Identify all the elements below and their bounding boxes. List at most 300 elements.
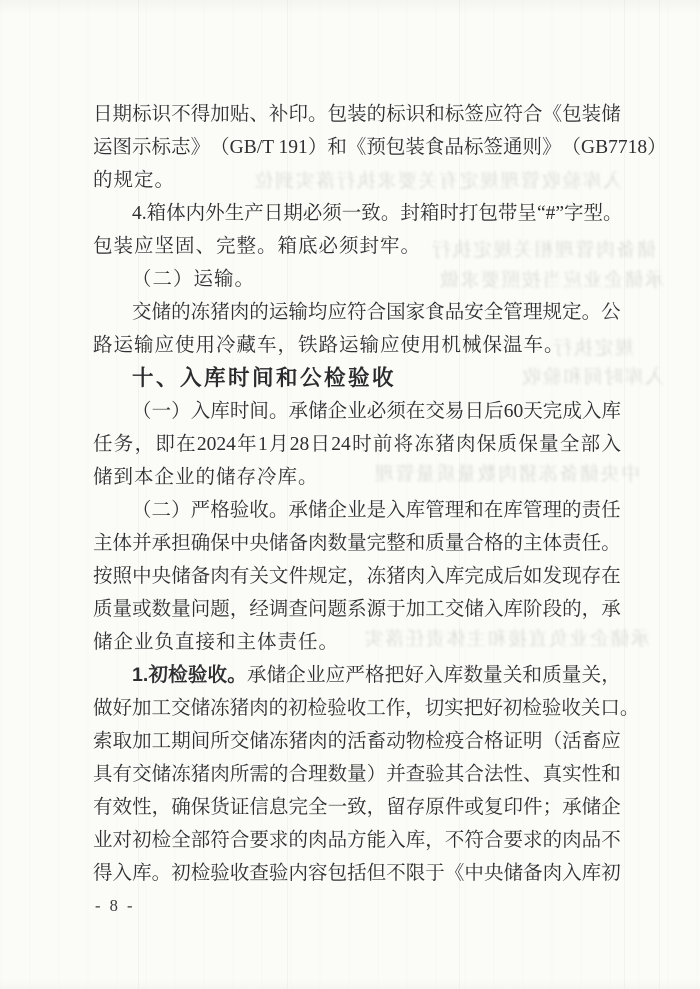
text-run: 问 — [308, 599, 328, 620]
text-run: 理 — [444, 500, 465, 521]
text-run: 须 — [322, 203, 342, 224]
text-run: 其 — [444, 764, 465, 785]
text-run: 入 — [581, 401, 602, 422]
text-run: 储 — [266, 665, 287, 686]
text-run: 肉 — [308, 533, 328, 554]
text-run: 十、入库时间和公检验收 — [132, 366, 397, 390]
text-run: 央 — [483, 863, 504, 884]
text-run: 时 — [352, 434, 372, 455]
text-run: 验 — [268, 863, 289, 884]
text-run: 题 — [210, 599, 230, 620]
text-run: GB/T 191 — [229, 137, 308, 158]
text-line — [93, 164, 621, 197]
text-run: 冻 — [171, 764, 191, 785]
text-run: 取 — [112, 731, 133, 752]
text-run: 库 — [601, 401, 621, 422]
text-run: 包 — [478, 203, 498, 224]
text-run: 1. — [132, 664, 149, 686]
text-run: 疫 — [444, 731, 465, 752]
text-run: 。 — [581, 302, 602, 323]
text-run: 。 — [308, 104, 328, 125]
text-run: 证 — [229, 797, 250, 818]
text-run: 做 — [93, 698, 113, 719]
text-run: （ — [132, 401, 152, 422]
text-run: 留 — [386, 797, 406, 818]
text-run: 数 — [151, 599, 172, 620]
text-run: 须 — [386, 401, 406, 422]
text-run: ， — [347, 566, 367, 587]
text-run: 库 — [581, 863, 602, 884]
text-run: 并 — [386, 764, 406, 785]
text-run: 在 — [405, 401, 426, 422]
text-run: 期 — [171, 731, 191, 752]
text-run: 储 — [307, 500, 328, 521]
text-run: ， — [581, 599, 602, 620]
text-line — [93, 494, 621, 527]
text-run: 加 — [132, 698, 152, 719]
bleed-through-text: 入库验收管理规定有关要求执行落实到位 — [252, 171, 622, 192]
text-run: 间 — [190, 731, 211, 752]
text-run: 把 — [463, 698, 484, 719]
text-run: 保 — [190, 797, 211, 818]
text-run: 承 — [151, 533, 172, 554]
text-run: 装 — [581, 104, 602, 125]
text-run: 实 — [444, 698, 464, 719]
text-run: 包装应坚固、完整。箱底必须封牢。 — [93, 236, 422, 257]
text-run: 标 — [463, 137, 484, 158]
text-run: 应 — [327, 302, 347, 323]
text-run: 阶 — [523, 599, 543, 620]
text-line — [93, 131, 667, 164]
text-run: 活 — [347, 731, 367, 752]
text-run: （ — [132, 500, 152, 521]
text-run: 存 — [405, 797, 426, 818]
text-run: 后 — [503, 566, 523, 587]
text-run: 规 — [542, 302, 562, 323]
text-run: 源 — [366, 599, 387, 620]
text-run: 格 — [365, 665, 385, 686]
text-run: 性 — [503, 764, 523, 785]
text-run: 求 — [523, 830, 543, 851]
text-run: 严 — [345, 665, 365, 686]
text-run: 定 — [327, 566, 348, 587]
text-run: 一 — [151, 401, 172, 422]
text-run: 调 — [268, 599, 289, 620]
text-run: 符 — [464, 830, 484, 851]
text-run: 管 — [503, 302, 523, 323]
text-run: 图 — [112, 137, 133, 158]
text-run: 食 — [424, 137, 445, 158]
text-run: 交 — [444, 599, 465, 620]
text-run: 和 — [601, 764, 621, 785]
text-run: 于 — [386, 599, 406, 620]
text-run: 肉 — [308, 830, 328, 851]
text-run: 关 — [581, 665, 602, 686]
text-run: 容 — [308, 863, 328, 884]
text-run: ， — [134, 434, 155, 455]
text-run: 理 — [542, 500, 562, 521]
text-line — [93, 395, 621, 428]
text-run: 致 — [347, 797, 367, 818]
text-run: ， — [405, 698, 425, 719]
text-run: ； — [542, 797, 563, 818]
text-run: 内 — [185, 203, 206, 224]
text-run: 件 — [523, 797, 543, 818]
text-run: 承 — [246, 665, 267, 686]
text-run: 储到本企业的储存冷库。 — [93, 467, 319, 488]
text-run: 企 — [286, 665, 306, 686]
text-run: ） — [171, 401, 191, 422]
text-run: 成 — [483, 566, 504, 587]
text-run: 的 — [562, 500, 582, 521]
text-run: 央 — [151, 566, 172, 587]
text-run: 《 — [542, 104, 563, 125]
text-run: 箱 — [146, 203, 167, 224]
text-run: 但 — [366, 863, 387, 884]
text-run: 承 — [288, 500, 308, 521]
text-run: 题 — [327, 599, 348, 620]
text-run: 不 — [386, 863, 406, 884]
text-run: 应 — [325, 665, 346, 686]
text-run: 猪 — [435, 434, 455, 455]
text-run: ， — [366, 797, 387, 818]
text-run: 现 — [562, 566, 582, 587]
text-run: 储 — [601, 104, 621, 125]
text-run: （ — [210, 137, 230, 158]
text-run: 保 — [210, 533, 230, 554]
text-line — [93, 725, 621, 758]
text-run: 封 — [400, 203, 420, 224]
text-run: 检 — [425, 731, 445, 752]
text-line — [93, 461, 621, 494]
text-run: 好 — [483, 698, 503, 719]
text-run: 原 — [425, 797, 445, 818]
text-run: 、 — [249, 104, 269, 125]
text-run: 责 — [581, 500, 602, 521]
text-run: 储 — [464, 599, 484, 620]
text-run: 量 — [347, 533, 367, 554]
text-run: 。 — [380, 203, 401, 224]
text-line — [93, 263, 621, 296]
text-run: 。 — [151, 863, 172, 884]
text-run: 即 — [155, 434, 175, 455]
text-run: 切 — [424, 698, 445, 719]
text-run: 4. — [132, 203, 147, 224]
text-run: 致 — [361, 203, 381, 224]
text-run: 复 — [483, 797, 504, 818]
text-run: 猪 — [386, 566, 406, 587]
text-run: 初 — [502, 698, 523, 719]
text-run: 任 — [581, 533, 602, 554]
text-line — [93, 527, 621, 560]
text-run: 将 — [393, 434, 414, 455]
text-run: 系 — [347, 599, 367, 620]
text-run: 运 — [93, 137, 113, 158]
text-run: 能 — [366, 830, 387, 851]
text-run: 型 — [583, 203, 604, 224]
text-run: 整 — [386, 533, 406, 554]
text-run: 合 — [464, 533, 484, 554]
text-run: 打 — [458, 203, 479, 224]
text-run: 数 — [463, 665, 483, 686]
text-run: 保 — [518, 434, 538, 455]
text-run: 企 — [601, 797, 621, 818]
text-run: 标 — [151, 137, 172, 158]
text-run: 合 — [288, 764, 308, 785]
text-run: 肉 — [249, 698, 269, 719]
text-run: GB7718 — [581, 137, 648, 158]
text-line — [93, 791, 621, 824]
text-run: 文 — [268, 566, 289, 587]
text-run: 作 — [385, 698, 406, 719]
text-run: 检 — [151, 830, 172, 851]
text-run: 签 — [483, 137, 503, 158]
text-run: 法 — [483, 764, 504, 785]
text-run: 按 — [93, 566, 113, 587]
text-run: 预 — [366, 137, 386, 158]
text-run: 质 — [542, 665, 562, 686]
text-run: 全 — [559, 434, 580, 455]
text-run: 收 — [561, 698, 581, 719]
text-run: 不 — [601, 830, 621, 851]
text-run: 管 — [522, 500, 543, 521]
text-run: 必 — [302, 203, 323, 224]
text-run: 。 — [601, 533, 621, 554]
text-run: 一 — [327, 797, 348, 818]
text-run: ， — [151, 797, 172, 818]
text-run: 不 — [444, 830, 465, 851]
text-run: 贴 — [229, 104, 250, 125]
text-run: 加 — [210, 104, 230, 125]
text-run: 信 — [249, 797, 269, 818]
text-run: 必 — [366, 401, 387, 422]
text-run: 肉 — [455, 434, 476, 455]
text-run: 日 — [263, 203, 284, 224]
text-run: 和 — [405, 533, 426, 554]
text-run: 畜 — [581, 731, 602, 752]
text-run: 期 — [112, 104, 133, 125]
text-run: 如 — [523, 566, 543, 587]
text-run: 格 — [483, 731, 504, 752]
text-run: 中 — [229, 533, 250, 554]
text-run: 在 — [483, 500, 504, 521]
text-run: 入 — [112, 863, 133, 884]
text-run: 限 — [405, 863, 426, 884]
text-run: 示 — [132, 137, 152, 158]
text-run: 冻 — [210, 698, 230, 719]
text-run: 合 — [366, 302, 387, 323]
text-run: 则 — [522, 137, 542, 158]
text-run: 完 — [542, 401, 563, 422]
text-run: “ — [536, 203, 546, 224]
text-run: 把 — [384, 665, 405, 686]
text-run: 索 — [93, 731, 113, 752]
text-run: 的 — [562, 599, 582, 620]
text-run: 动 — [386, 731, 406, 752]
text-run: 管 — [425, 500, 445, 521]
text-run: 加 — [405, 599, 426, 620]
text-run: 企 — [327, 401, 348, 422]
text-run: 存 — [581, 566, 602, 587]
text-line — [93, 758, 621, 791]
bleed-through-text: 储备肉管理相关规定执行 — [430, 240, 656, 261]
text-run: 照 — [112, 566, 133, 587]
text-run: 呈 — [517, 203, 537, 224]
text-run: 或 — [464, 797, 484, 818]
text-run: 质 — [497, 434, 518, 455]
text-line — [93, 98, 621, 131]
text-run: 前 — [372, 434, 393, 455]
text-run: 工 — [151, 731, 172, 752]
text-run: 中 — [132, 566, 152, 587]
text-run: 箱 — [419, 203, 440, 224]
text-run: 检 — [168, 664, 188, 686]
text-run: 和 — [522, 665, 543, 686]
text-run: 肉 — [542, 863, 563, 884]
text-run: 公 — [601, 302, 621, 323]
text-run: 冻 — [414, 434, 434, 455]
text-run: 加 — [132, 731, 152, 752]
text-run: 量 — [539, 434, 559, 455]
text-run: 储 — [268, 533, 289, 554]
text-run: 的 — [268, 764, 289, 785]
text-run: 食 — [425, 302, 445, 323]
text-run: 件 — [444, 797, 465, 818]
text-run: 要 — [249, 830, 269, 851]
text-run: 量 — [483, 665, 503, 686]
text-run: 活 — [562, 731, 582, 752]
text-line — [93, 593, 621, 626]
text-run: 证 — [503, 731, 523, 752]
text-run: 收 — [207, 664, 228, 686]
text-run: 应 — [601, 731, 621, 752]
text-run: 储 — [249, 731, 269, 752]
text-run: 国 — [386, 302, 406, 323]
text-run: 息 — [268, 797, 289, 818]
text-run: 得 — [93, 863, 113, 884]
text-run: 应 — [483, 104, 504, 125]
text-run: 是 — [366, 500, 387, 521]
text-run: 肉 — [308, 731, 328, 752]
text-run: 肉 — [210, 764, 230, 785]
text-line — [93, 428, 621, 461]
text-run: 在 — [601, 566, 621, 587]
text-run: 肉 — [562, 830, 582, 851]
text-run: 包 — [327, 863, 348, 884]
text-run: 口 — [600, 698, 620, 719]
text-run: 合 — [464, 731, 484, 752]
text-run: 格 — [483, 533, 504, 554]
text-run: 所 — [210, 731, 230, 752]
text-run: 的 — [249, 302, 269, 323]
text-run: 库 — [210, 401, 230, 422]
text-run: 全 — [171, 830, 191, 851]
text-run: 输 — [288, 302, 308, 323]
text-run: 数 — [327, 764, 348, 785]
text-run: 业 — [305, 665, 326, 686]
text-line — [93, 626, 621, 659]
text-run: 务 — [113, 434, 134, 455]
text-run: 交 — [229, 731, 250, 752]
text-run: 业 — [93, 830, 113, 851]
text-run: 确 — [190, 533, 211, 554]
text-run: 业 — [347, 401, 367, 422]
text-run: 有 — [93, 797, 113, 818]
text-run: 库 — [503, 500, 523, 521]
text-run: 间 — [249, 401, 269, 422]
text-run: 期 — [283, 203, 303, 224]
text-run: 体 — [542, 533, 563, 554]
text-run: 24 — [331, 434, 351, 455]
text-run: 性 — [132, 797, 152, 818]
text-run: 品 — [327, 830, 348, 851]
text-run: 库 — [503, 599, 523, 620]
text-run: 家 — [405, 302, 426, 323]
text-run: 具 — [93, 764, 113, 785]
text-run: 二 — [151, 500, 172, 521]
text-run: 工 — [425, 599, 445, 620]
text-run: 天 — [523, 401, 543, 422]
text-run: 日 — [310, 434, 331, 455]
text-run: 收 — [229, 863, 250, 884]
text-run: 经 — [249, 599, 269, 620]
text-run: 效 — [112, 797, 133, 818]
text-run: 关 — [502, 665, 523, 686]
text-run: 入 — [483, 599, 504, 620]
text-run: 好 — [112, 698, 133, 719]
text-run: 交 — [132, 302, 152, 323]
text-run: 《 — [346, 137, 367, 158]
text-run: 货 — [210, 797, 230, 818]
text-run: 真 — [542, 764, 563, 785]
text-run: 冻 — [268, 731, 289, 752]
text-line — [93, 824, 621, 857]
text-run: 肉 — [405, 566, 426, 587]
text-run: 通 — [502, 137, 523, 158]
text-run: 收 — [346, 698, 367, 719]
bleed-through-text: 规定执行 — [551, 338, 634, 359]
text-run: 理 — [522, 302, 543, 323]
bleed-through-text: 承储企业应当按照要求做 — [438, 270, 664, 291]
text-run: 均 — [307, 302, 328, 323]
text-run: 时 — [439, 203, 459, 224]
text-run: 合 — [464, 764, 484, 785]
text-run: 库 — [405, 830, 426, 851]
text-run: 包 — [385, 137, 406, 158]
text-run: 物 — [405, 731, 426, 752]
text-run: 库 — [405, 500, 426, 521]
text-run: 性 — [581, 764, 602, 785]
text-run: 规 — [308, 566, 328, 587]
text-run: 畜 — [366, 731, 387, 752]
text-run: 央 — [249, 533, 269, 554]
text-run: 和 — [425, 104, 445, 125]
text-run: （ — [561, 137, 582, 158]
text-run: 储 — [171, 566, 191, 587]
text-run: 时 — [229, 401, 250, 422]
text-run: 》 — [190, 137, 211, 158]
text-run: 装 — [347, 104, 367, 125]
text-run: 年 — [237, 434, 257, 455]
text-run: 主 — [523, 533, 543, 554]
text-run: 易 — [445, 401, 465, 422]
text-run: （ — [542, 731, 563, 752]
text-run: 备 — [523, 863, 543, 884]
text-run: 检 — [522, 698, 542, 719]
text-run: 部 — [190, 830, 211, 851]
text-run: 的 — [171, 302, 191, 323]
text-run: 。 — [268, 500, 289, 521]
